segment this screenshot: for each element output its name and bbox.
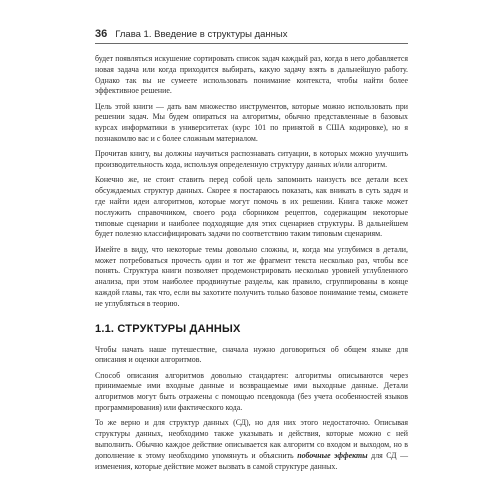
- section-paragraph: Способ описания алгоритмов довольно стандартен: алгоритмы описываются через принимаемые ими входные данные и возвращаемые ими выходные данные. Детали алгоритмов могут быть отражены с помощью псевдокода (без учета особенностей языков программирования) или фактического кода.: [95, 370, 408, 413]
- text-run: То же верно и для структур данных (СД), но для них этого недостаточно. Описывая структуры данных, необходимо также указывать и действия, которые можно с ней выполнить. Обычно каждое действие описывается как алгоритм со входом и выходом, но в дополнение к этому необходимо упомянуть и объяснить: [95, 418, 408, 460]
- page-body: [95, 54, 408, 477]
- section-heading: 1.1. СТРУКТУРЫ ДАННЫХ: [95, 322, 241, 335]
- page-number: 36: [95, 28, 108, 40]
- chapter-title: Глава 1. Введение в структуры данных: [115, 29, 288, 40]
- section-paragraph-last: [95, 418, 408, 472]
- text-run: для СД — изменения, которые действие может вызвать в самой структуре данных.: [95, 450, 408, 471]
- paragraph: Конечно же, не стоит ставить перед собой цель запомнить наизусть все детали всех обсуждаемых структур данных. Скорее я постараюсь показать, как вникать в суть задач и где найти идеи алгоритмов, которые могут помочь в их решении. Книга также может послужить справочником, своего рода сборником рецептов, содержащим некоторые типовые сценарии и наиболее подходящие для этих сценариев структуры. В дальнейшем будет полезно классифицировать задачи по соответствию таким типовым сценариям.: [95, 175, 408, 239]
- emphasis-term: побочные эффекты: [297, 450, 368, 460]
- header-rule: [95, 43, 408, 44]
- paragraph: Цель этой книги — дать вам множество инструментов, которые можно использовать при решении задач. Мы будем опираться на алгоритмы, обычно представленные в базовых курсах информатики в университетах (курс 101 по принятой в США кодировке), но я познакомлю вас и с более сложным материалом.: [95, 101, 408, 144]
- running-header: [95, 28, 425, 42]
- paragraph: Прочитав книгу, вы должны научиться распознавать ситуации, в которых можно улучшить производительность кода, используя определенную структуру данных и/или алгоритм.: [95, 149, 408, 170]
- paragraph: будет появляться искушение сортировать список задач каждый раз, когда в него добавляется новая задача или когда приходится выбирать, какую задачу взять в дальнейшую работу. Однако так вы не сумеете использовать понимание контекста, чтобы найти более эффективное решение.: [95, 54, 408, 96]
- section-paragraph: Чтобы начать наше путешествие, сначала нужно договориться об общем языке для описания и оценки алгоритмов.: [95, 344, 408, 365]
- paragraph: Имейте в виду, что некоторые темы довольно сложны, и, когда мы углубимся в детали, может потребоваться прочесть один и тот же фрагмент текста несколько раз, чтобы все понять. Структура книги позволяет продемонстрировать несколько уровней углубленного анализа, при этом наиболее продвинутые разделы, как правило, сгруппированы в конце каждой главы, так что, если вы захотите получить только базовое понимание темы, сможете не углубляться в теорию.: [95, 244, 408, 308]
